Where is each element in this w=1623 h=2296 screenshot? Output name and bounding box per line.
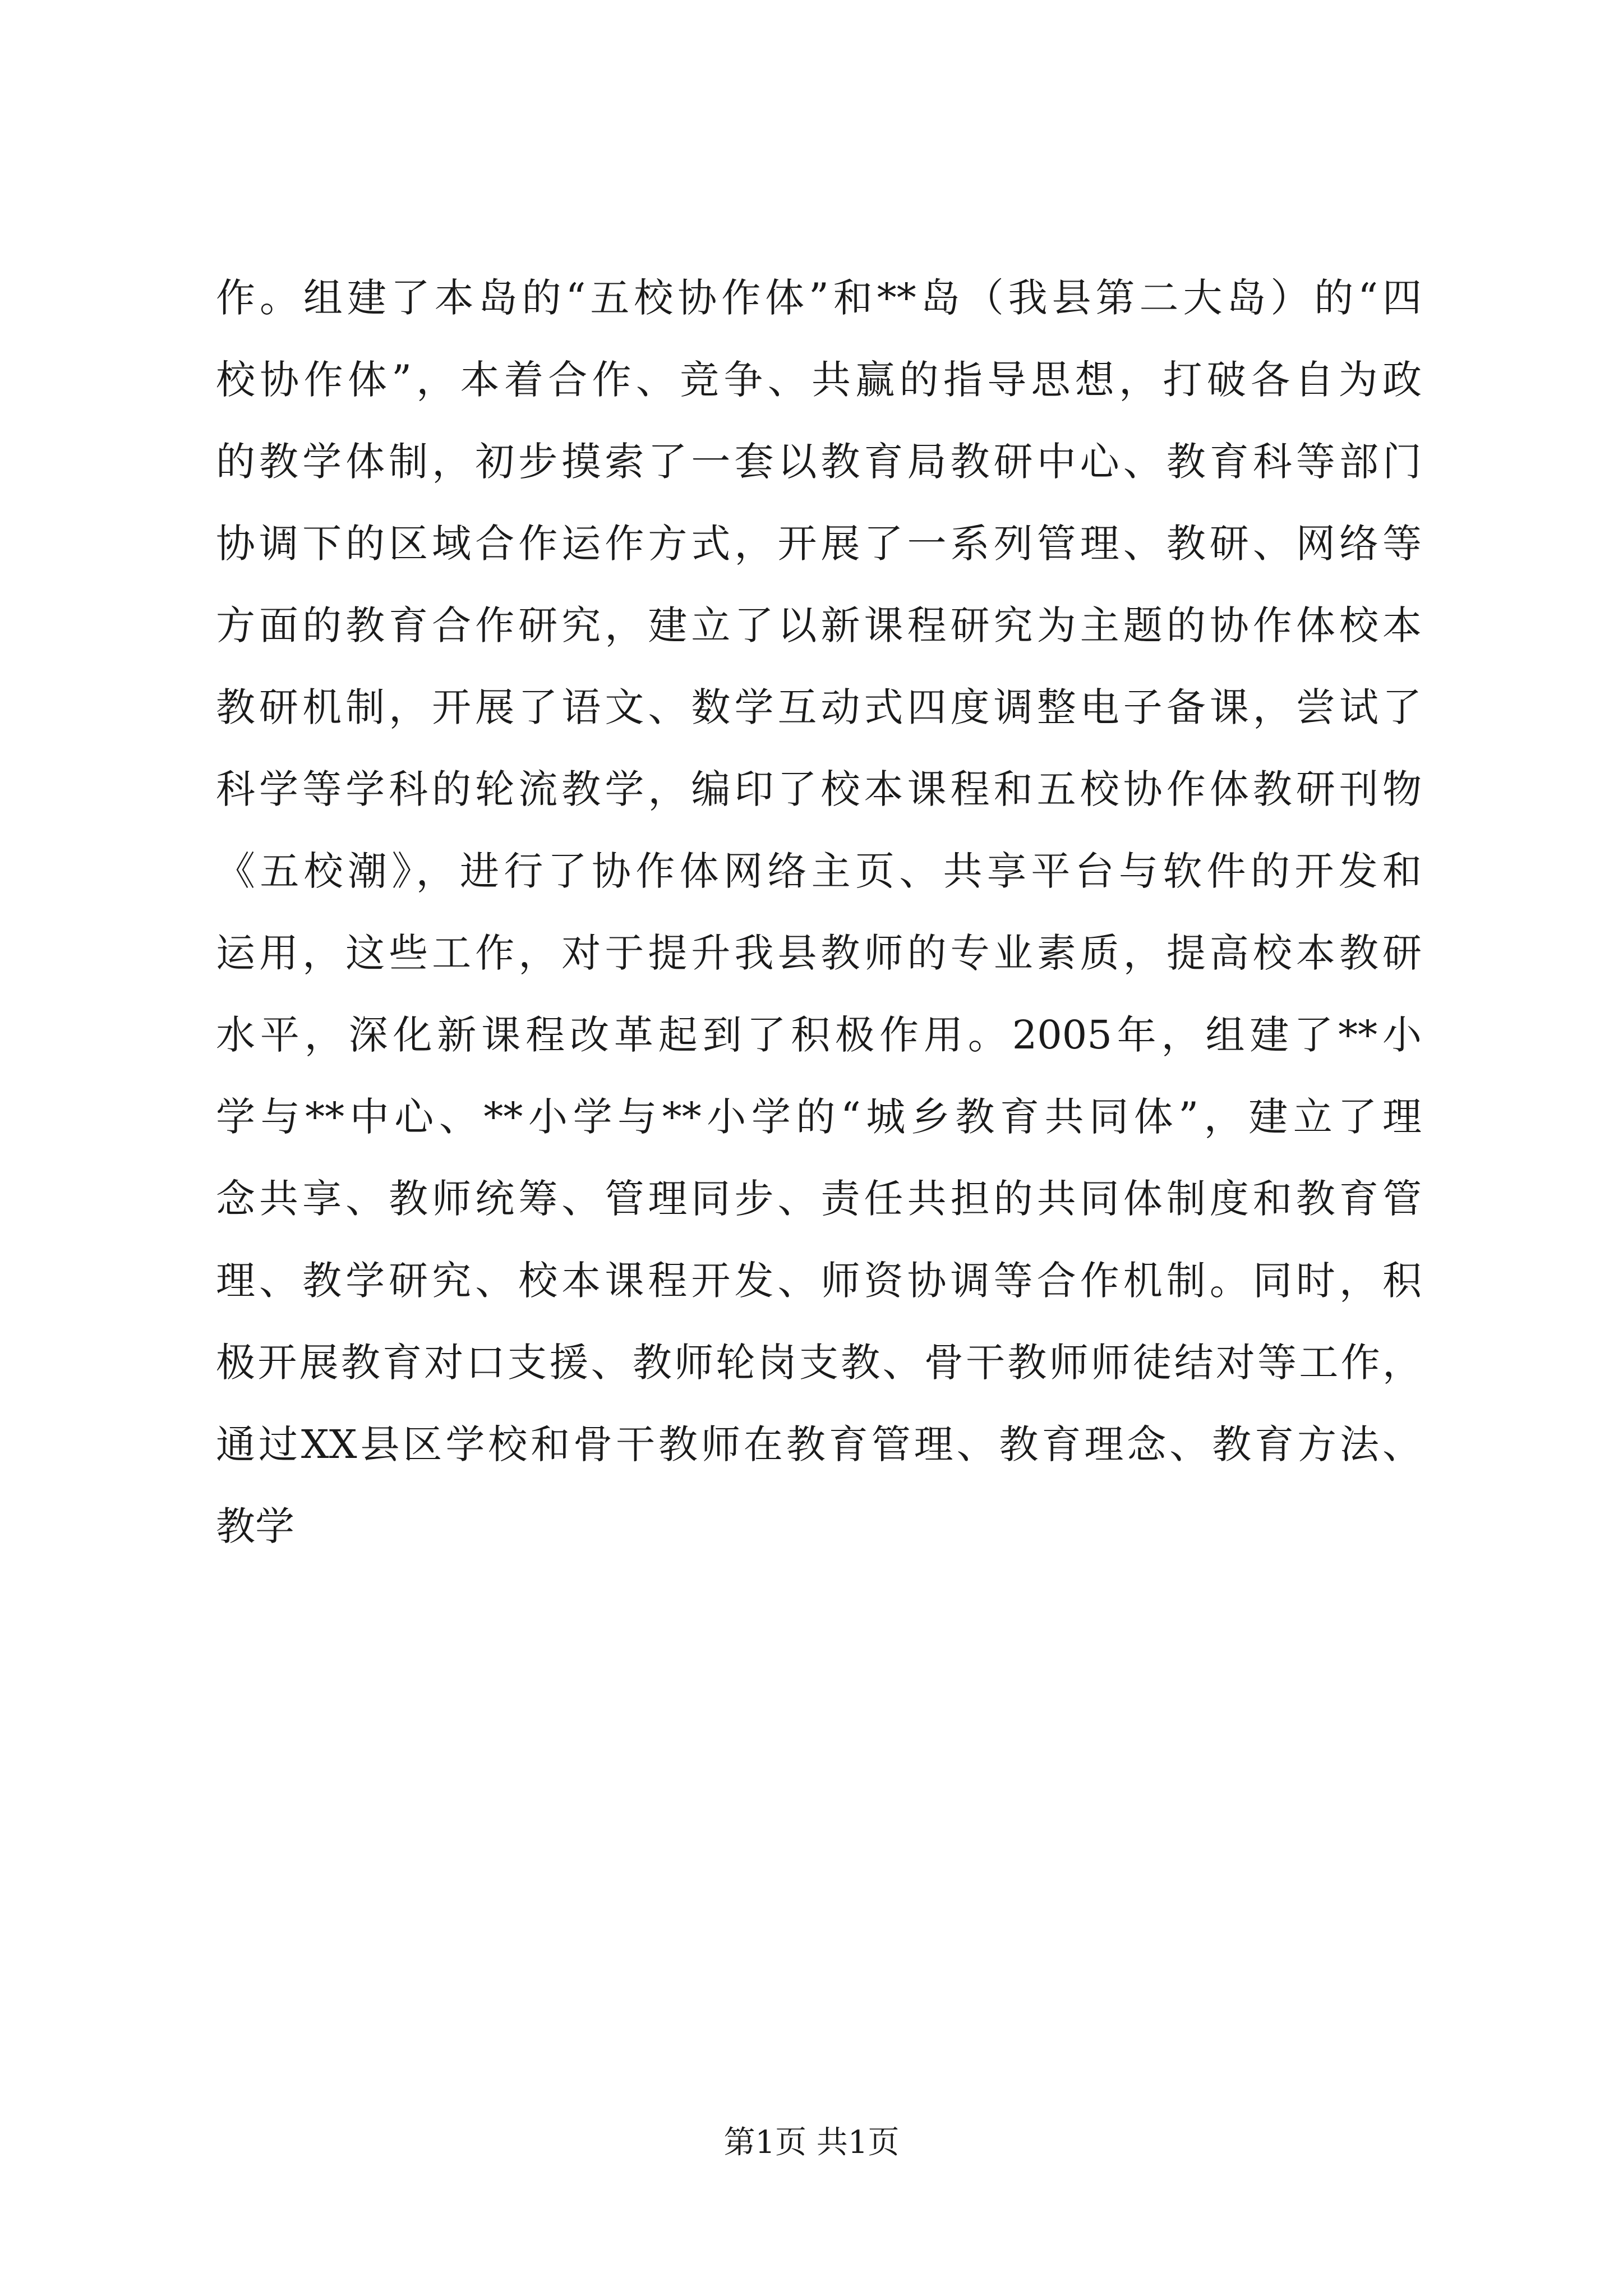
text-line: 校协作体”，本着合作、竞争、共赢的指导思想，打破各自为政: [216, 357, 1422, 403]
text-line: 协调下的区域合作运作方式，开展了一系列管理、教研、网络等: [216, 521, 1422, 567]
text-line: 运用，这些工作，对于提升我县教师的专业素质，提高校本教研: [216, 930, 1422, 976]
text-line: 理、教学研究、校本课程开发、师资协调等合作机制。同时，积: [216, 1258, 1422, 1304]
text-line: 教学: [216, 1503, 294, 1549]
text-line: 念共享、教师统筹、管理同步、责任共担的共同体制度和教育管: [216, 1176, 1422, 1222]
text-line: 水平，深化新课程改革起到了积极作用。2005年，组建了**小: [216, 1012, 1422, 1058]
text-line: 《五校潮》，进行了协作体网络主页、共享平台与软件的开发和: [216, 848, 1422, 894]
text-line: 通过XX县区学校和骨干教师在教育管理、教育理念、教育方法、: [216, 1421, 1422, 1467]
text-line: 科学等学科的轮流教学，编印了校本课程和五校协作体教研刊物: [216, 766, 1422, 812]
text-line: 教研机制，开展了语文、数学互动式四度调整电子备课，尝试了: [216, 684, 1422, 730]
text-line: 方面的教育合作研究，建立了以新课程研究为主题的协作体校本: [216, 602, 1422, 648]
page-number-label: 第1页 共1页: [723, 2124, 900, 2161]
text-line: 极开展教育对口支援、教师轮岗支教、骨干教师师徒结对等工作，: [216, 1340, 1422, 1386]
text-line: 的教学体制，初步摸索了一套以教育局教研中心、教育科等部门: [216, 439, 1422, 485]
text-line: 作。组建了本岛的“五校协作体”和**岛（我县第二大岛）的“四: [216, 275, 1422, 321]
page-footer: [0, 2123, 1623, 2162]
body-paragraph: [216, 257, 1422, 1567]
text-line: 学与**中心、**小学与**小学的“城乡教育共同体”，建立了理: [216, 1094, 1422, 1140]
